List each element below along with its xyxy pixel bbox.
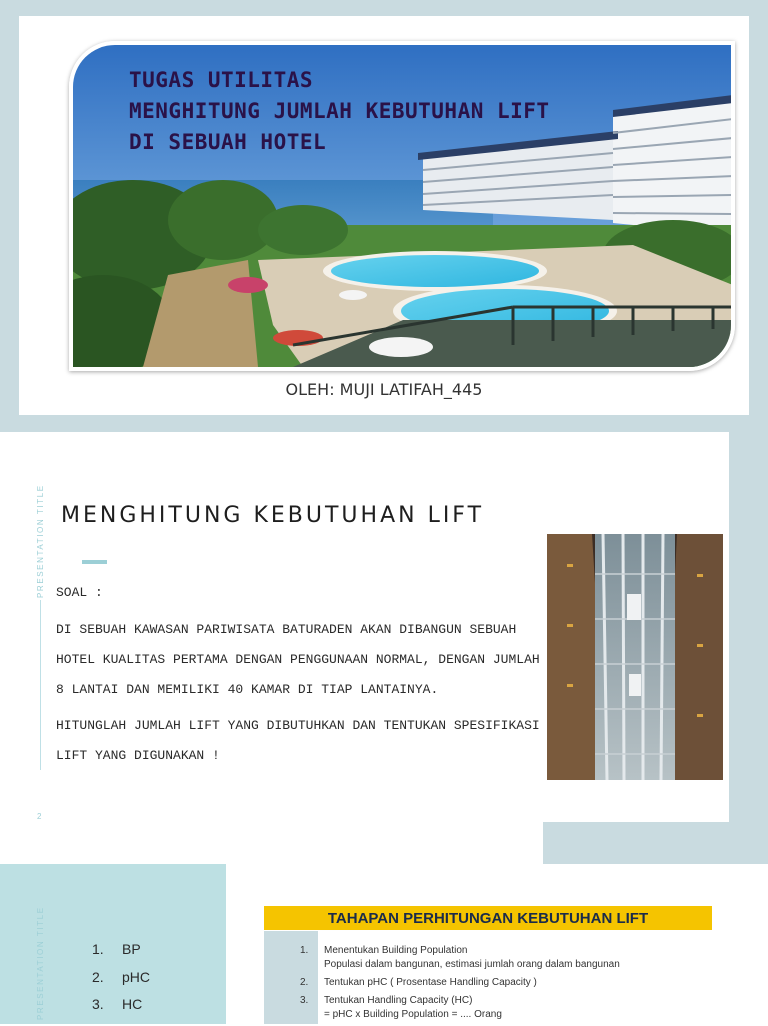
soal-label: SOAL :: [56, 585, 103, 600]
step-line: Tentukan pHC ( Prosentase Handling Capacity ): [324, 977, 537, 988]
step-item: [300, 944, 620, 972]
list-label: HC: [122, 996, 143, 1012]
step-item: [300, 994, 620, 1022]
slide2-vertical-divider: [40, 600, 41, 770]
step-number: 2.: [300, 977, 309, 988]
list-item: [92, 966, 150, 994]
slide3-steps-list: [300, 944, 620, 1026]
list-label: pHC: [122, 968, 151, 985]
list-item: [92, 993, 150, 1021]
question-paragraph: HITUNGLAH JUMLAH LIFT YANG DIBUTUHKAN DAN TENTUKAN SPESIFIKASI LIFT YANG DIGUNAKAN !: [56, 718, 540, 763]
slide2-page-number: 2: [37, 812, 42, 821]
author-caption: OLEH: MUJI LATIFAH_445: [285, 380, 483, 399]
list-item: [92, 938, 150, 966]
slide3-banner-title: TAHAPAN PERHITUNGAN KEBUTUHAN LIFT: [264, 906, 712, 930]
slide1-card: [19, 16, 749, 415]
title-line-3: DI SEBUAH HOTEL: [129, 130, 327, 154]
slide3-bullet-list: [92, 938, 150, 1021]
hotel-pool-photo: [69, 41, 735, 371]
title-line-2: MENGHITUNG JUMLAH KEBUTUHAN LIFT: [129, 99, 550, 123]
list-number: 1.: [92, 941, 104, 957]
step-line: = pHC x Building Population = .... Orang: [324, 1009, 502, 1020]
list-number: 2.: [92, 968, 104, 985]
title-line-1: TUGAS UTILITAS: [129, 68, 314, 92]
step-line: Menentukan Building Population: [324, 945, 468, 956]
presentation-title: [129, 65, 550, 158]
step-number: 1.: [300, 945, 309, 956]
slide2-body: [56, 578, 546, 771]
slide2-title: MENGHITUNG KEBUTUHAN LIFT: [61, 503, 485, 528]
step-number: 3.: [300, 995, 309, 1006]
problem-paragraph: DI SEBUAH KAWASAN PARIWISATA BATURADEN AKAN DIBANGUN SEBUAH HOTEL KUALITAS PERTAMA DENGAN PENGGUNAAN NORMAL, DENGAN JUMLAH 8 LANTAI DAN MEMILIKI 40 KAMAR DI TIAP LANTAINYA.: [56, 622, 540, 697]
step-line: Tentukan Handling Capacity (HC): [324, 995, 473, 1006]
list-label: BP: [122, 941, 141, 957]
elevator-atrium-photo: [547, 534, 723, 780]
step-item: [300, 976, 620, 990]
list-number: 3.: [92, 996, 104, 1012]
title-accent-dash: [82, 560, 107, 564]
step-line: Populasi dalam bangunan, estimasi jumlah orang dalam bangunan: [324, 959, 620, 970]
slide3-side-label: PRESENTATION TITLE: [36, 906, 45, 1020]
slide2-side-label: PRESENTATION TITLE: [36, 484, 45, 598]
